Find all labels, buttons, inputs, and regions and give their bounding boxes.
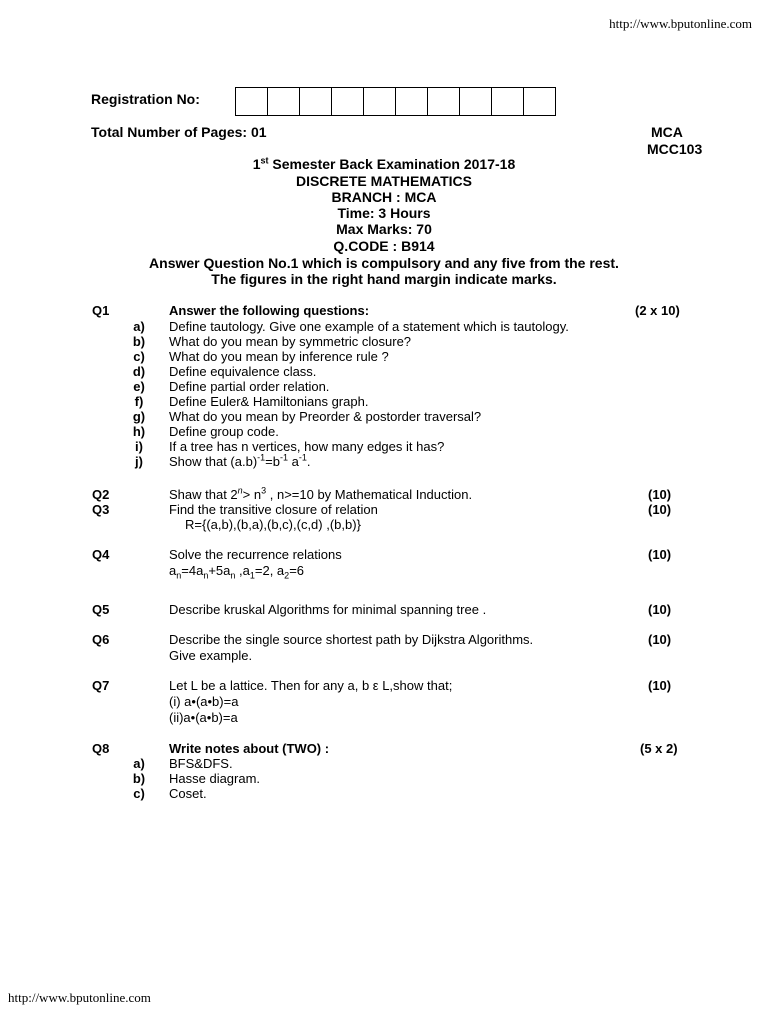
q1-item-text: What do you mean by Preorder & postorder traversal? — [169, 409, 482, 424]
q4-number: Q4 — [92, 547, 110, 562]
subscript: n — [176, 570, 182, 581]
q2-text-part: > n — [242, 487, 262, 502]
superscript: -1 — [298, 452, 307, 463]
q8-item-text: Coset. — [169, 786, 207, 801]
header-url: http://www.bputonline.com — [609, 16, 752, 31]
registration-label: Registration No: — [91, 91, 200, 107]
superscript: n — [237, 485, 243, 496]
subject-title: DISCRETE MATHEMATICS — [295, 173, 473, 189]
q3-number: Q3 — [92, 502, 110, 517]
q3-text: Find the transitive closure of relation — [169, 502, 378, 517]
q1-item-label: i) — [135, 439, 143, 454]
q6-text-line2: Give example. — [169, 648, 253, 663]
q1-j-text: . — [306, 454, 311, 469]
q1-item-label: b) — [132, 334, 146, 349]
exam-ordinal-sup: st — [260, 155, 269, 166]
registration-digit-box — [524, 88, 555, 115]
q4-text: Solve the recurrence relations — [169, 547, 342, 562]
q8-item-label: b) — [132, 771, 146, 786]
q4-rel-part: +5a — [208, 563, 231, 578]
registration-digit-box — [396, 88, 428, 115]
q2-text-part: , n>=10 by Mathematical Induction. — [266, 487, 473, 502]
q4-rel-part: =6 — [289, 563, 305, 578]
q8-item-label: c) — [133, 786, 145, 801]
registration-digit-box — [268, 88, 300, 115]
q2-text-part: Shaw that 2 — [169, 487, 238, 502]
q7-part-i: (i) a•(a•b)=a — [169, 694, 239, 709]
q4-rel-part: =2, a — [254, 563, 285, 578]
q6-marks: (10) — [648, 632, 672, 647]
q1-item-text: What do you mean by symmetric closure? — [169, 334, 412, 349]
q5-text: Describe kruskal Algorithms for minimal spanning tree . — [169, 602, 487, 617]
registration-digit-box — [332, 88, 364, 115]
subscript: n — [230, 570, 236, 581]
q7-number: Q7 — [92, 678, 110, 693]
q1-j-text: =b — [265, 454, 280, 469]
q1-item-text: Define partial order relation. — [169, 379, 330, 394]
q1-item-text: If a tree has n vertices, how many edges it has? — [169, 439, 445, 454]
q8-item-label: a) — [133, 756, 145, 771]
q1-item-text: Define equivalence class. — [169, 364, 317, 379]
subscript: 1 — [249, 570, 255, 581]
q5-number: Q5 — [92, 602, 110, 617]
q3-marks: (10) — [648, 502, 672, 517]
q1-item-label: f) — [134, 394, 144, 409]
q8-marks: (5 x 2) — [640, 741, 678, 756]
q8-item-text: Hasse diagram. — [169, 771, 261, 786]
q4-relation — [169, 563, 305, 581]
exam-ordinal: 1 — [252, 156, 261, 172]
registration-digit-box — [364, 88, 396, 115]
q1-item-j — [169, 454, 311, 469]
q1-marks: (2 x 10) — [635, 303, 680, 318]
registration-boxes — [235, 87, 556, 116]
q1-item-label: d) — [132, 364, 146, 379]
branch: BRANCH : MCA — [331, 189, 437, 205]
registration-digit-box — [300, 88, 332, 115]
instruction-marks: The figures in the right hand margin indicate marks. — [211, 271, 557, 287]
q1-item-text: Define group code. — [169, 424, 279, 439]
q8-number: Q8 — [92, 741, 110, 756]
q4-rel-part: ,a — [235, 563, 250, 578]
registration-digit-box — [236, 88, 268, 115]
q7-text: Let L be a lattice. Then for any a, b ε L,show that; — [169, 678, 453, 693]
q8-title: Write notes about (TWO) : — [169, 741, 330, 756]
q7-marks: (10) — [648, 678, 672, 693]
q3-relation: R={(a,b),(b,a),(b,c),(c,d) ,(b,b)} — [185, 517, 361, 532]
q1-item-label: c) — [133, 349, 145, 364]
q1-item-label: a) — [133, 319, 145, 334]
q1-item-text: Define tautology. Give one example of a statement which is tautology. — [169, 319, 569, 334]
question-code: Q.CODE : B914 — [333, 238, 435, 254]
exam-title-text: Semester Back Examination 2017-18 — [268, 156, 516, 172]
total-pages: Total Number of Pages: 01 — [91, 124, 267, 140]
superscript: -1 — [280, 452, 289, 463]
q4-marks: (10) — [648, 547, 672, 562]
max-marks: Max Marks: 70 — [336, 221, 432, 237]
exam-title — [0, 156, 768, 172]
q2-text — [169, 487, 472, 502]
subscript: 2 — [284, 570, 290, 581]
q6-text: Describe the single source shortest path by Dijkstra Algorithms. — [169, 632, 534, 647]
q1-item-label: j) — [135, 454, 143, 469]
program-code: MCA — [651, 124, 683, 140]
footer-url: http://www.bputonline.com — [8, 990, 151, 1005]
q1-j-text: a — [288, 454, 299, 469]
q1-item-label: g) — [132, 409, 146, 424]
q1-item-label: h) — [132, 424, 146, 439]
q7-part-ii: (ii)a•(a•b)=a — [169, 710, 238, 725]
registration-digit-box — [460, 88, 492, 115]
instruction-compulsory: Answer Question No.1 which is compulsory and any five from the rest. — [149, 255, 619, 271]
q1-item-text: Define Euler& Hamiltonians graph. — [169, 394, 369, 409]
q8-item-text: BFS&DFS. — [169, 756, 233, 771]
exam-time: Time: 3 Hours — [337, 205, 431, 221]
q1-item-label: e) — [133, 379, 145, 394]
q4-rel-part: a — [169, 563, 177, 578]
q2-marks: (10) — [648, 487, 672, 502]
registration-digit-box — [492, 88, 524, 115]
q1-title: Answer the following questions: — [169, 303, 370, 318]
superscript: -1 — [257, 452, 266, 463]
q1-number: Q1 — [92, 303, 110, 318]
registration-digit-box — [428, 88, 460, 115]
q1-item-text: What do you mean by inference rule ? — [169, 349, 389, 364]
q1-j-text: Show that (a.b) — [169, 454, 258, 469]
subscript: n — [203, 570, 209, 581]
superscript: 3 — [261, 485, 267, 496]
q5-marks: (10) — [648, 602, 672, 617]
q2-number: Q2 — [92, 487, 110, 502]
course-code: MCC103 — [647, 141, 703, 157]
q6-number: Q6 — [92, 632, 110, 647]
q4-rel-part: =4a — [181, 563, 204, 578]
